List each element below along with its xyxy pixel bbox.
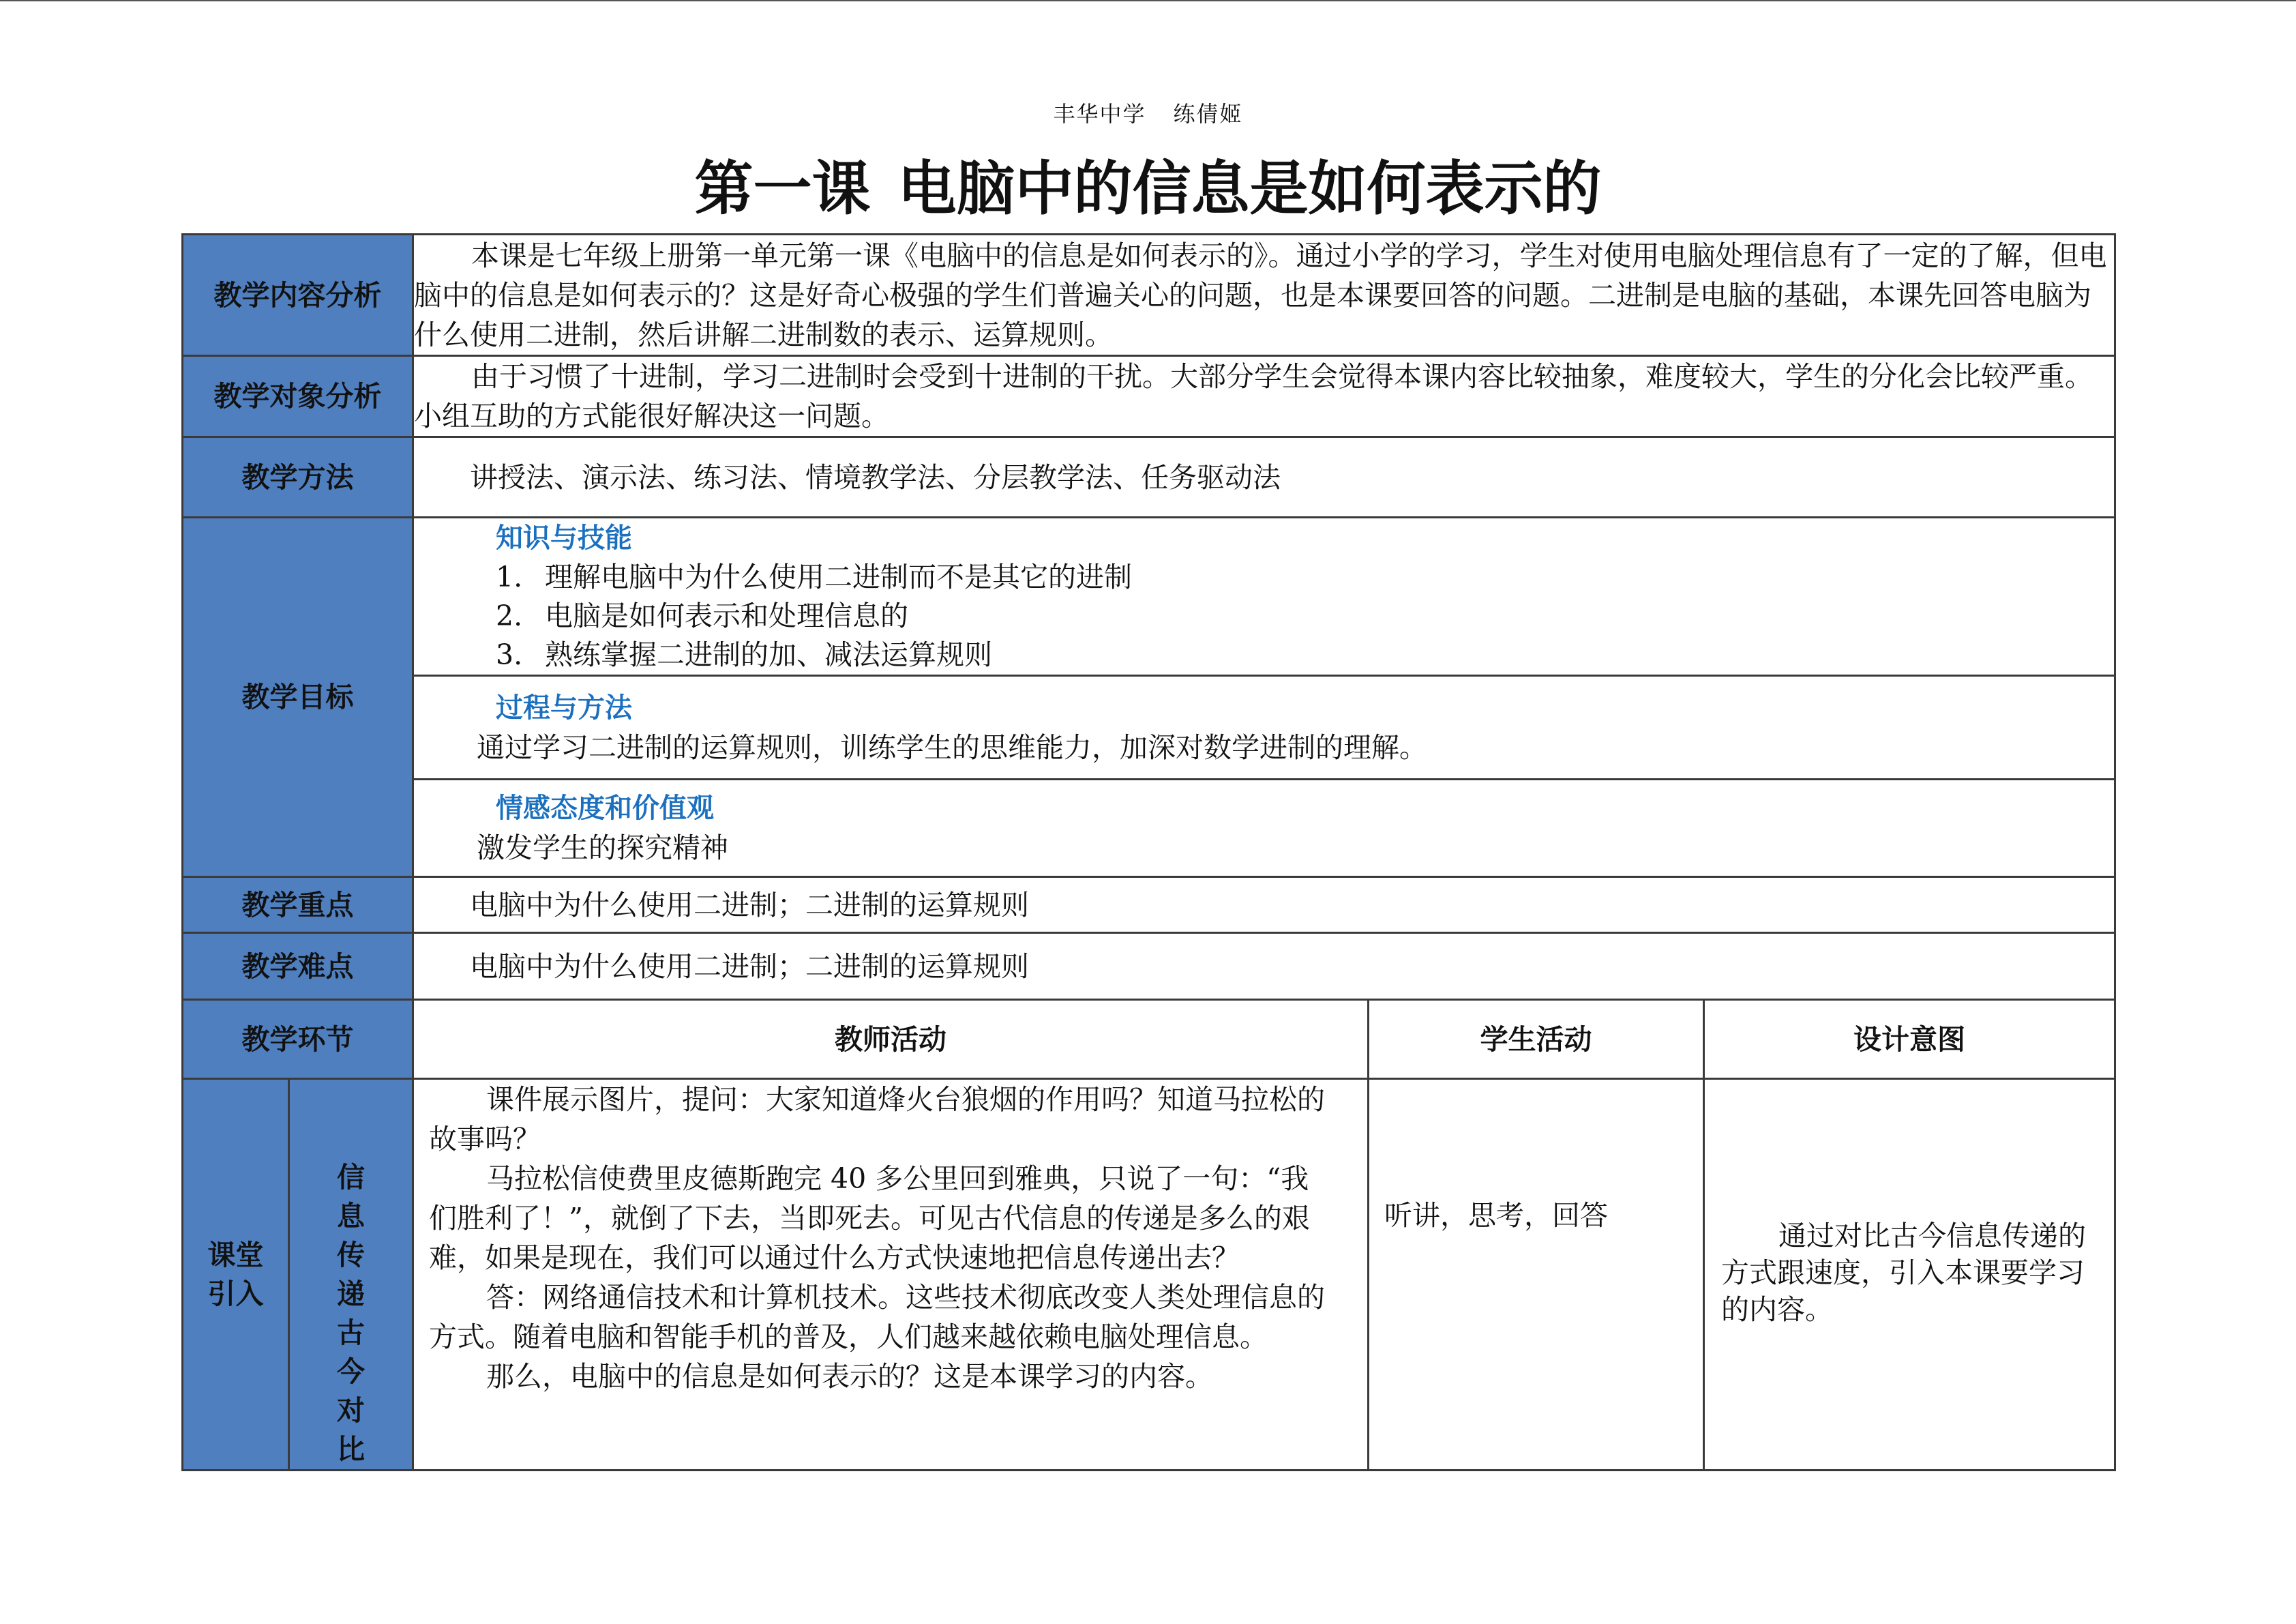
intro-teacher-paragraph: 那么，电脑中的信息是如何表示的？这是本课学习的内容。 xyxy=(486,1360,1213,1393)
attitude-text: 激发学生的探究精神 xyxy=(477,831,728,864)
goals-knowledge-cell xyxy=(413,518,2115,676)
goals-process-cell xyxy=(413,676,2115,780)
methods-row xyxy=(183,437,2115,518)
page-header xyxy=(0,97,2296,128)
intro-stage-label: 课堂 引入 xyxy=(183,1079,289,1471)
difficult-points-label: 教学难点 xyxy=(183,933,413,1000)
intro-sub-label: 信 息 传 递 古 今 对 比 xyxy=(289,1079,413,1471)
knowledge-item: 2. 电脑是如何表示和处理信息的 xyxy=(496,600,908,632)
author-name: 练倩姬 xyxy=(1173,101,1243,127)
methods-text: 讲授法、演示法、练习法、情境教学法、分层教学法、任务驱动法 xyxy=(470,460,1281,494)
intro-teacher-paragraph: 马拉松信使费里皮德斯跑完 40 多公里回到雅典，只说了一句：“我们胜利了！”，就倒了下去，当即死去。可见古代信息的传递是多么的艰难，如果是现在，我们可以通过什么方式快速地把信息传递出去？ xyxy=(429,1162,1310,1274)
school-name: 丰华中学 xyxy=(1053,101,1146,127)
content-analysis-row xyxy=(183,235,2115,356)
methods-cell xyxy=(413,437,2115,518)
lesson-number: 第一课 xyxy=(694,155,871,223)
goals-attitude-cell xyxy=(413,780,2115,877)
difficult-points-cell xyxy=(413,933,2115,1000)
goals-knowledge-row xyxy=(183,518,2115,676)
goals-label: 教学目标 xyxy=(183,518,413,877)
intro-student-cell xyxy=(1369,1079,1704,1471)
student-analysis-row xyxy=(183,356,2115,437)
key-points-cell xyxy=(413,877,2115,933)
student-analysis-label: 教学对象分析 xyxy=(183,356,413,437)
goals-attitude-row xyxy=(183,780,2115,877)
intro-design-cell xyxy=(1704,1079,2115,1471)
student-analysis-text: 由于习惯了十进制，学习二进制时会受到十进制的干扰。大部分学生会觉得本课内容比较抽象，难度较大，学生的分化会比较严重。小组互助的方式能很好解决这一问题。 xyxy=(414,360,2093,432)
goals-process-row xyxy=(183,676,2115,780)
stages-header-row xyxy=(183,1000,2115,1079)
knowledge-heading: 知识与技能 xyxy=(496,522,632,554)
knowledge-item: 1. 理解电脑中为什么使用二进制而不是其它的进制 xyxy=(496,561,1132,593)
intro-teacher-paragraph: 答：网络通信技术和计算机技术。这些技术彻底改变人类处理信息的方式。随着电脑和智能手机的普及，人们越来越依赖电脑处理信息。 xyxy=(429,1281,1325,1353)
methods-label: 教学方法 xyxy=(183,437,413,518)
knowledge-item: 3. 熟练掌握二进制的加、减法运算规则 xyxy=(496,638,992,671)
content-analysis-cell xyxy=(413,235,2115,356)
process-heading: 过程与方法 xyxy=(496,692,632,724)
page-top-rule xyxy=(0,0,2296,1)
stages-label: 教学环节 xyxy=(183,1000,413,1079)
intro-student-activity: 听讲，思考，回答 xyxy=(1384,1199,1608,1232)
content-analysis-text: 本课是七年级上册第一单元第一课《电脑中的信息是如何表示的》。通过小学的学习，学生对使用电脑处理信息有了一定的了解，但电脑中的信息是如何表示的？这是好奇心极强的学生们普遍关心的问题，也是本课要回答的问题。二进制是电脑的基础，本课先回答电脑为什么使用二进制，然后讲解二进制数的表示、运算规则。 xyxy=(414,239,2107,351)
process-text: 通过学习二进制的运算规则，训练学生的思维能力，加深对数学进制的理解。 xyxy=(477,730,1427,764)
difficult-points-text: 电脑中为什么使用二进制；二进制的运算规则 xyxy=(470,949,1029,983)
content-analysis-label: 教学内容分析 xyxy=(183,235,413,356)
intro-teacher-cell xyxy=(413,1079,1369,1471)
student-activity-header: 学生活动 xyxy=(1369,1000,1704,1079)
intro-row xyxy=(183,1079,2115,1471)
intro-design-intent: 通过对比古今信息传递的方式跟速度，引入本课要学习的内容。 xyxy=(1721,1220,2086,1326)
difficult-points-row xyxy=(183,933,2115,1000)
student-analysis-cell xyxy=(413,356,2115,437)
attitude-heading: 情感态度和价值观 xyxy=(496,793,714,824)
document-title xyxy=(0,151,2296,226)
lesson-plan-table xyxy=(181,233,2116,1471)
lesson-topic: 电脑中的信息是如何表示的 xyxy=(897,155,1602,223)
key-points-row xyxy=(183,877,2115,933)
intro-teacher-paragraph: 课件展示图片，提问：大家知道烽火台狼烟的作用吗？知道马拉松的故事吗？ xyxy=(429,1083,1325,1155)
teacher-activity-header: 教师活动 xyxy=(413,1000,1369,1079)
design-intent-header: 设计意图 xyxy=(1704,1000,2115,1079)
key-points-text: 电脑中为什么使用二进制；二进制的运算规则 xyxy=(470,888,1029,921)
key-points-label: 教学重点 xyxy=(183,877,413,933)
